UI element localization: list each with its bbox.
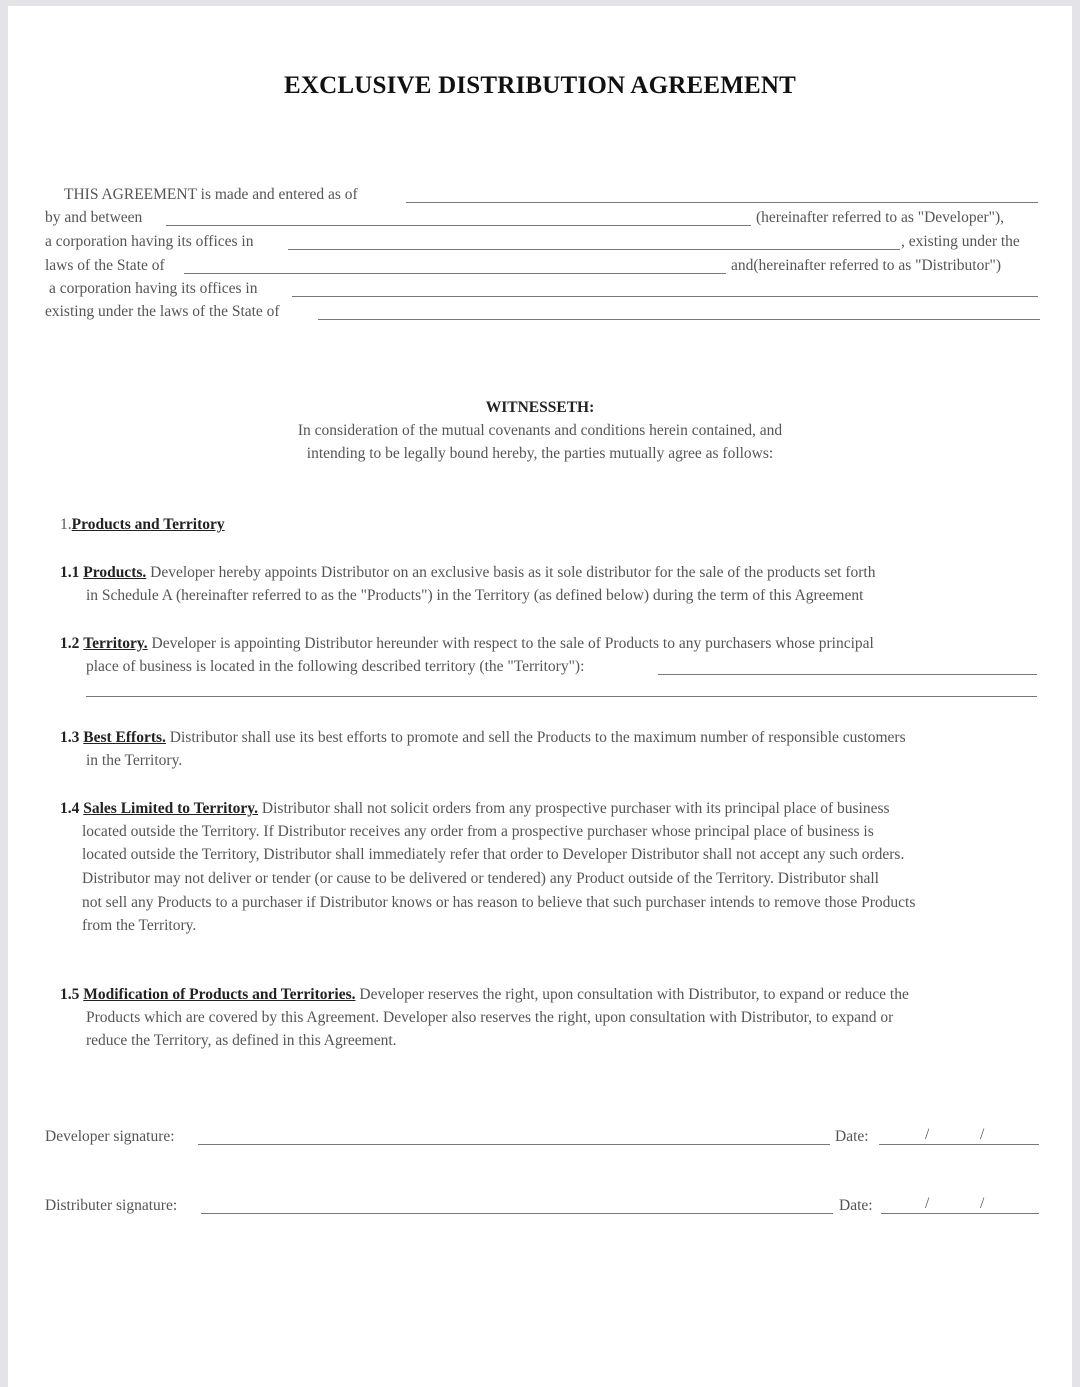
clause-1-4-line-4: Distributor may not deliver or tender (or cause to be delivered or tendered) any Product outside of the Territory. Distributor shall	[82, 870, 879, 887]
clause-1-5-text-1: Developer reserves the right, upon consultation with Distributor, to expand or reduce the	[359, 986, 909, 1003]
document-page	[8, 6, 1072, 1387]
preamble-line-3a: a corporation having its offices in	[45, 233, 254, 250]
developer-signature-line[interactable]	[198, 1144, 830, 1145]
preamble-line-4a: laws of the State of	[45, 257, 165, 274]
distributor-date-label: Date:	[839, 1197, 873, 1214]
territory-blank-1	[658, 674, 1037, 675]
developer-date-slash-1: /	[925, 1126, 930, 1143]
preamble-line-2b: (hereinafter referred to as "Developer"),	[756, 209, 1005, 226]
clause-1-4-line-2: located outside the Territory. If Distributor receives any order from a prospective purchaser whose principal place of business is	[82, 823, 874, 840]
witnesseth-line-1: In consideration of the mutual covenants and conditions herein contained, and	[297, 422, 783, 439]
clause-1-1-number: 1.1	[60, 564, 80, 581]
clause-1-3-heading: Best Efforts.	[83, 729, 166, 746]
section-1-heading	[60, 516, 225, 534]
developer-name-blank	[166, 225, 751, 226]
preamble-line-2a: by and between	[45, 209, 143, 226]
developer-signature-label: Developer signature:	[45, 1128, 175, 1145]
section-1-number: 1.	[60, 516, 72, 533]
clause-1-5-line-1	[60, 986, 909, 1004]
clause-1-4-line-1	[60, 800, 890, 818]
distributor-date-slash-1: /	[925, 1195, 930, 1212]
clause-1-2-line-1	[60, 635, 874, 653]
preamble-line-5: a corporation having its offices in	[49, 280, 258, 297]
clause-1-2-line-2: place of business is located in the following described territory (the "Territory"):	[86, 658, 585, 675]
developer-office-blank	[288, 249, 900, 250]
clause-1-1-text-1: Developer hereby appoints Distributor on an exclusive basis as it sole distributor for the sale of the products set forth	[150, 564, 876, 581]
clause-1-1-line-1	[60, 564, 875, 582]
developer-date-slash-2: /	[980, 1126, 985, 1143]
clause-1-5-line-2: Products which are covered by this Agreement. Developer also reserves the right, upon consultation with Distributor, to expand or	[86, 1009, 894, 1026]
developer-state-blank	[184, 273, 726, 274]
document-title: EXCLUSIVE DISTRIBUTION AGREEMENT	[283, 72, 797, 99]
clause-1-1-line-2: in Schedule A (hereinafter referred to as the "Products") in the Territory (as defined below) during the term of this Agreement	[86, 587, 864, 604]
clause-1-4-line-6: from the Territory.	[82, 917, 197, 934]
clause-1-5-number: 1.5	[60, 986, 80, 1003]
section-1-title: Products and Territory	[71, 516, 225, 533]
agreement-date-blank	[406, 202, 1038, 203]
developer-date-label: Date:	[835, 1128, 869, 1145]
preamble-line-1: THIS AGREEMENT is made and entered as of	[64, 186, 358, 203]
clause-1-4-text-1: Distributor shall not solicit orders from any prospective purchaser with its principal place of business	[261, 800, 890, 817]
distributor-signature-label: Distributer signature:	[45, 1197, 178, 1214]
distributor-state-blank	[318, 319, 1040, 320]
clause-1-3-line-2: in the Territory.	[86, 752, 183, 769]
distributor-office-blank	[292, 296, 1038, 297]
clause-1-4-line-5: not sell any Products to a purchaser if Distributor knows or has reason to believe that such purchaser intends to remove those Products	[82, 894, 916, 911]
distributor-signature-line[interactable]	[201, 1213, 833, 1214]
clause-1-2-number: 1.2	[60, 635, 80, 652]
clause-1-4-line-3: located outside the Territory, Distributor shall immediately refer that order to Developer Distributor shall not accept any such orders.	[82, 846, 905, 863]
clause-1-4-number: 1.4	[60, 800, 80, 817]
clause-1-1-heading: Products.	[83, 564, 147, 581]
witnesseth-line-2: intending to be legally bound hereby, the parties mutually agree as follows:	[306, 445, 774, 462]
preamble-line-3b: , existing under the	[901, 233, 1020, 250]
preamble-line-4b: and(hereinafter referred to as "Distributor")	[731, 257, 1002, 274]
clause-1-5-heading: Modification of Products and Territories.	[83, 986, 356, 1003]
clause-1-3-line-1	[60, 729, 906, 747]
preamble-line-6: existing under the laws of the State of	[45, 303, 280, 320]
clause-1-5-line-3: reduce the Territory, as defined in this Agreement.	[86, 1032, 397, 1049]
clause-1-4-heading: Sales Limited to Territory.	[83, 800, 259, 817]
clause-1-2-text-1: Developer is appointing Distributor hereunder with respect to the sale of Products to any purchasers whose principal	[151, 635, 874, 652]
clause-1-3-text-1: Distributor shall use its best efforts to promote and sell the Products to the maximum number of responsible customers	[169, 729, 906, 746]
territory-blank-2	[86, 696, 1037, 697]
distributor-date-slash-2: /	[980, 1195, 985, 1212]
clause-1-3-number: 1.3	[60, 729, 80, 746]
distributor-date-line[interactable]	[881, 1213, 1039, 1214]
clause-1-2-heading: Territory.	[83, 635, 148, 652]
witnesseth-heading: WITNESSETH:	[485, 399, 595, 416]
developer-date-line[interactable]	[879, 1144, 1039, 1145]
